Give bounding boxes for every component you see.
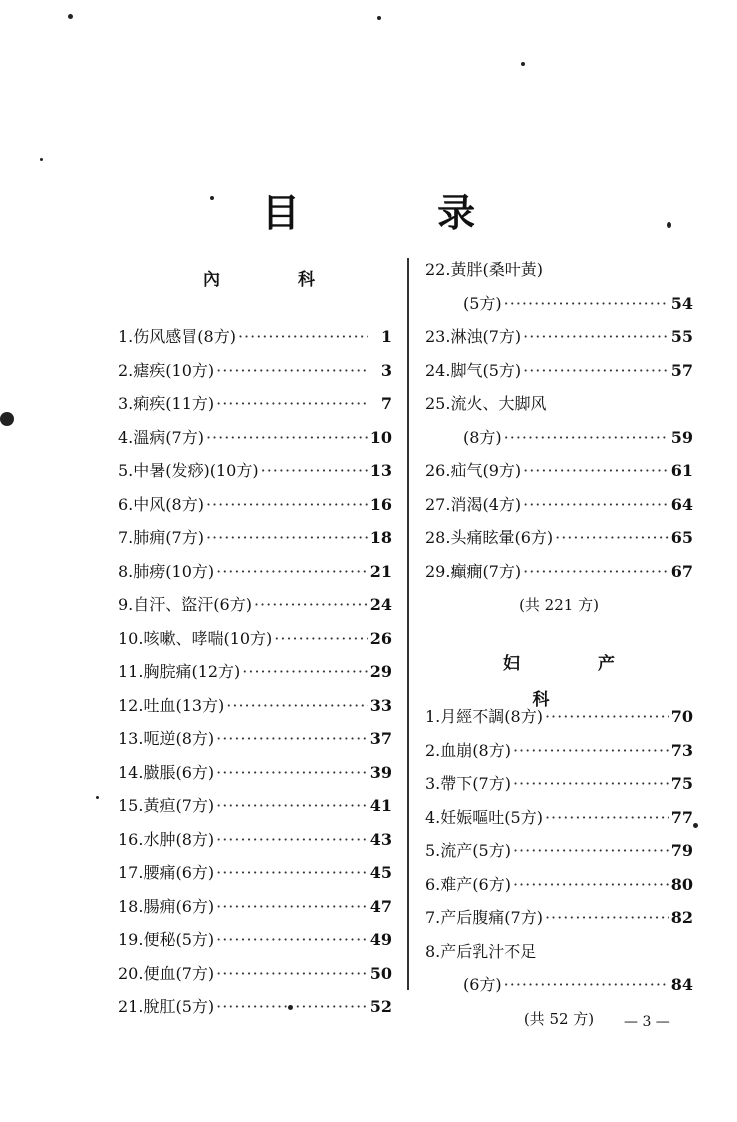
toc-entry-page: 18 [369, 528, 392, 547]
toc-entry-title: 1.伤风感冒(8方) [118, 327, 236, 346]
toc-entry-page: 13 [369, 461, 392, 480]
toc-entry-page: 80 [670, 874, 693, 894]
toc-entry-title: 4.溫病(7方) [118, 427, 204, 447]
toc-entry-title: 18.腸痈(6方) [118, 896, 215, 916]
left-column [118, 262, 392, 1024]
leader-dots [523, 320, 669, 354]
toc-entry-title: 5.流产(5方) [425, 841, 511, 860]
toc-entry-title: (6方) [463, 975, 502, 994]
leader-dots [545, 700, 669, 734]
toc-entry-continuation[interactable] [425, 968, 693, 1002]
column-divider [407, 258, 409, 990]
toc-entry-title: 24.脚气(5方) [425, 360, 522, 380]
toc-entry[interactable] [425, 320, 693, 354]
toc-entry[interactable] [118, 890, 392, 924]
toc-entry[interactable] [425, 521, 693, 555]
toc-entry-title: 8.产后乳汁不足 [425, 941, 537, 961]
toc-entry-title: (5方) [463, 293, 502, 313]
leader-dots [513, 868, 669, 902]
toc-entry-title: 4.妊娠嘔吐(5方) [425, 807, 543, 827]
leader-dots [523, 488, 669, 522]
toc-entry-continuation[interactable] [425, 421, 693, 455]
toc-entry-title: 21.脫肛(5方) [118, 997, 215, 1016]
toc-entry[interactable] [425, 454, 693, 488]
toc-entry-page: 82 [670, 908, 693, 927]
leader-dots [206, 421, 368, 455]
leader-dots [513, 834, 669, 868]
section-heading-gynecology-obstetrics: 妇 产 科 [503, 654, 651, 710]
toc-entry[interactable] [118, 923, 392, 957]
toc-entry[interactable] [118, 789, 392, 823]
leader-dots [513, 734, 669, 768]
toc-entry-page: 54 [670, 293, 693, 313]
toc-entry[interactable] [425, 354, 693, 388]
toc-list-internal-medicine-cont2 [425, 454, 693, 588]
toc-entry-page: 41 [369, 796, 392, 815]
toc-entry-page: 57 [670, 360, 693, 380]
toc-entry[interactable] [118, 655, 392, 689]
leader-dots [238, 320, 368, 354]
toc-entry-title: 6.难产(6方) [425, 874, 511, 894]
toc-entry[interactable] [118, 990, 392, 1024]
toc-entry-title: 6.中风(8方) [118, 494, 204, 514]
toc-entry-page: 64 [670, 494, 693, 514]
toc-entry[interactable] [425, 488, 693, 522]
section-heading-internal-medicine: 內 科 [203, 270, 351, 290]
toc-entry[interactable] [118, 354, 392, 388]
toc-entry-title: 20.便血(7方) [118, 963, 215, 983]
toc-entry-page: 39 [369, 762, 392, 782]
toc-entry[interactable] [425, 387, 693, 421]
toc-entry[interactable] [425, 801, 693, 835]
toc-entry[interactable] [118, 320, 392, 354]
leader-dots [254, 588, 368, 622]
toc-entry-page: 67 [670, 561, 693, 581]
leader-dots [216, 387, 368, 421]
leader-dots [523, 555, 669, 589]
print-speck [377, 16, 381, 20]
toc-entry-title: 3.痢疾(11方) [118, 394, 215, 413]
toc-entry[interactable] [425, 253, 693, 287]
leader-dots [226, 689, 367, 723]
toc-entry[interactable] [425, 901, 693, 935]
toc-entry-page: 47 [369, 896, 392, 916]
toc-entry-page: 29 [369, 662, 392, 681]
toc-entry-page: 75 [670, 774, 693, 793]
leader-dots [523, 454, 669, 488]
toc-entry-page: 1 [380, 327, 392, 346]
leader-dots [216, 354, 368, 388]
leader-dots [206, 488, 368, 522]
toc-entry-page: 43 [369, 829, 392, 849]
leader-dots [206, 521, 368, 555]
leader-dots [545, 901, 669, 935]
print-speck [68, 14, 73, 19]
page-number: — 3 — [624, 1014, 670, 1030]
toc-entry[interactable] [118, 521, 392, 555]
toc-entry-title: 23.淋浊(7方) [425, 327, 522, 346]
toc-entry-title: 12.吐血(13方) [118, 695, 225, 715]
toc-entry[interactable] [118, 722, 392, 756]
toc-entry-title: 7.肺痈(7方) [118, 528, 204, 547]
toc-entry-page: 84 [670, 975, 693, 994]
leader-dots [274, 622, 367, 656]
toc-entry[interactable] [118, 488, 392, 522]
leader-dots [523, 354, 669, 388]
leader-dots [504, 287, 669, 321]
toc-entry-page: 59 [670, 427, 693, 447]
toc-entry[interactable] [118, 588, 392, 622]
print-speck [210, 196, 214, 200]
toc-entry-title: 17.腰痛(6方) [118, 863, 215, 882]
toc-entry-title: 27.消渴(4方) [425, 494, 522, 514]
toc-entry-page: 21 [369, 561, 392, 581]
toc-entry-page: 73 [670, 740, 693, 760]
toc-entry[interactable] [425, 555, 693, 589]
toc-entry[interactable] [118, 856, 392, 890]
toc-entry-title: 2.瘧疾(10方) [118, 360, 215, 380]
toc-entry[interactable] [118, 756, 392, 790]
leader-dots [216, 789, 368, 823]
leader-dots [555, 521, 669, 555]
toc-entry-title: 10.咳嗽、哮喘(10方) [118, 628, 273, 648]
section-total-gynecology-obstetrics: (共 52 方) [523, 1009, 595, 1028]
toc-entry[interactable] [118, 823, 392, 857]
toc-entry[interactable] [425, 767, 693, 801]
toc-entry-title: 14.臌脹(6方) [118, 762, 215, 782]
toc-entry-title: 28.头痛眩暈(6方) [425, 528, 554, 547]
toc-list-internal-medicine [118, 320, 392, 1024]
leader-dots [504, 968, 669, 1002]
toc-entry-title: 15.黃疸(7方) [118, 796, 215, 815]
toc-entry[interactable] [118, 622, 392, 656]
toc-entry-title: 7.产后腹痛(7方) [425, 908, 543, 927]
leader-dots [513, 767, 669, 801]
toc-entry[interactable] [118, 555, 392, 589]
print-speck [521, 62, 525, 66]
toc-entry-page: 49 [369, 930, 392, 949]
toc-entry-title: 1.月經不調(8方) [425, 707, 543, 726]
toc-entry-title: 19.便秘(5方) [118, 930, 215, 949]
print-speck [667, 222, 671, 228]
toc-entry[interactable] [425, 700, 693, 734]
leader-dots [261, 454, 368, 488]
toc-entry-page: 55 [670, 327, 693, 346]
toc-entry[interactable] [118, 387, 392, 421]
leader-dots [216, 890, 368, 924]
toc-entry[interactable] [118, 421, 392, 455]
toc-list-gynecology-obstetrics [425, 700, 693, 935]
toc-entry-page: 16 [369, 494, 392, 514]
page-title: 目 录 [261, 191, 538, 235]
toc-entry-title: 25.流火、大脚风 [425, 394, 547, 413]
toc-entry-title: 22.黃胖(桑叶黃) [425, 260, 543, 279]
toc-entry-page: 10 [369, 427, 392, 447]
section-total-internal-medicine: (共 221 方) [519, 596, 599, 614]
toc-entry-page: 79 [670, 841, 693, 860]
print-speck [40, 158, 43, 161]
toc-entry-title: 13.呃逆(8方) [118, 729, 215, 748]
toc-entry-page: 77 [670, 807, 693, 827]
toc-entry-page: 65 [670, 528, 693, 547]
toc-entry-title: 29.癲癇(7方) [425, 561, 522, 581]
toc-entry-page: 45 [369, 863, 392, 882]
leader-dots [216, 823, 368, 857]
toc-entry-title: 3.帶下(7方) [425, 774, 511, 793]
toc-entry-page: 52 [369, 997, 392, 1016]
print-speck [0, 412, 14, 426]
toc-entry-page: 37 [369, 729, 392, 748]
toc-entry-page: 7 [380, 394, 392, 413]
toc-entry[interactable] [425, 935, 693, 969]
toc-entry-page: 33 [369, 695, 392, 715]
toc-entry-page: 70 [670, 707, 693, 726]
leader-dots [545, 801, 669, 835]
leader-dots [216, 722, 368, 756]
print-speck [288, 1005, 293, 1010]
toc-list-internal-medicine-cont [425, 320, 693, 387]
leader-dots [216, 923, 368, 957]
leader-dots [216, 756, 368, 790]
print-speck [96, 796, 99, 799]
toc-entry-page: 50 [369, 963, 392, 983]
toc-entry[interactable] [118, 454, 392, 488]
toc-entry-continuation[interactable] [425, 287, 693, 321]
toc-entry-page: 24 [369, 595, 392, 614]
toc-entry[interactable] [425, 734, 693, 768]
toc-entry[interactable] [118, 957, 392, 991]
leader-dots [216, 856, 368, 890]
leader-dots [242, 655, 367, 689]
toc-entry-title: 16.水肿(8方) [118, 829, 215, 849]
leader-dots [216, 957, 368, 991]
right-column [425, 253, 693, 1036]
toc-entry-page: 61 [670, 461, 693, 480]
toc-entry-page: 26 [369, 628, 392, 648]
toc-entry-title: (8方) [463, 427, 502, 447]
toc-entry-title: 11.胸脘痛(12方) [118, 662, 241, 681]
leader-dots [504, 421, 669, 455]
leader-dots [216, 555, 368, 589]
toc-entry-title: 2.血崩(8方) [425, 740, 511, 760]
toc-entry-title: 9.自汗、盜汗(6方) [118, 595, 252, 614]
toc-entry-title: 26.疝气(9方) [425, 461, 522, 480]
print-speck [693, 823, 698, 828]
toc-entry[interactable] [425, 834, 693, 868]
toc-entry[interactable] [425, 868, 693, 902]
toc-entry-title: 8.肺痨(10方) [118, 561, 215, 581]
toc-entry-page: 3 [380, 360, 392, 380]
toc-entry[interactable] [118, 689, 392, 723]
toc-entry-title: 5.中暑(发痧)(10方) [118, 461, 259, 480]
